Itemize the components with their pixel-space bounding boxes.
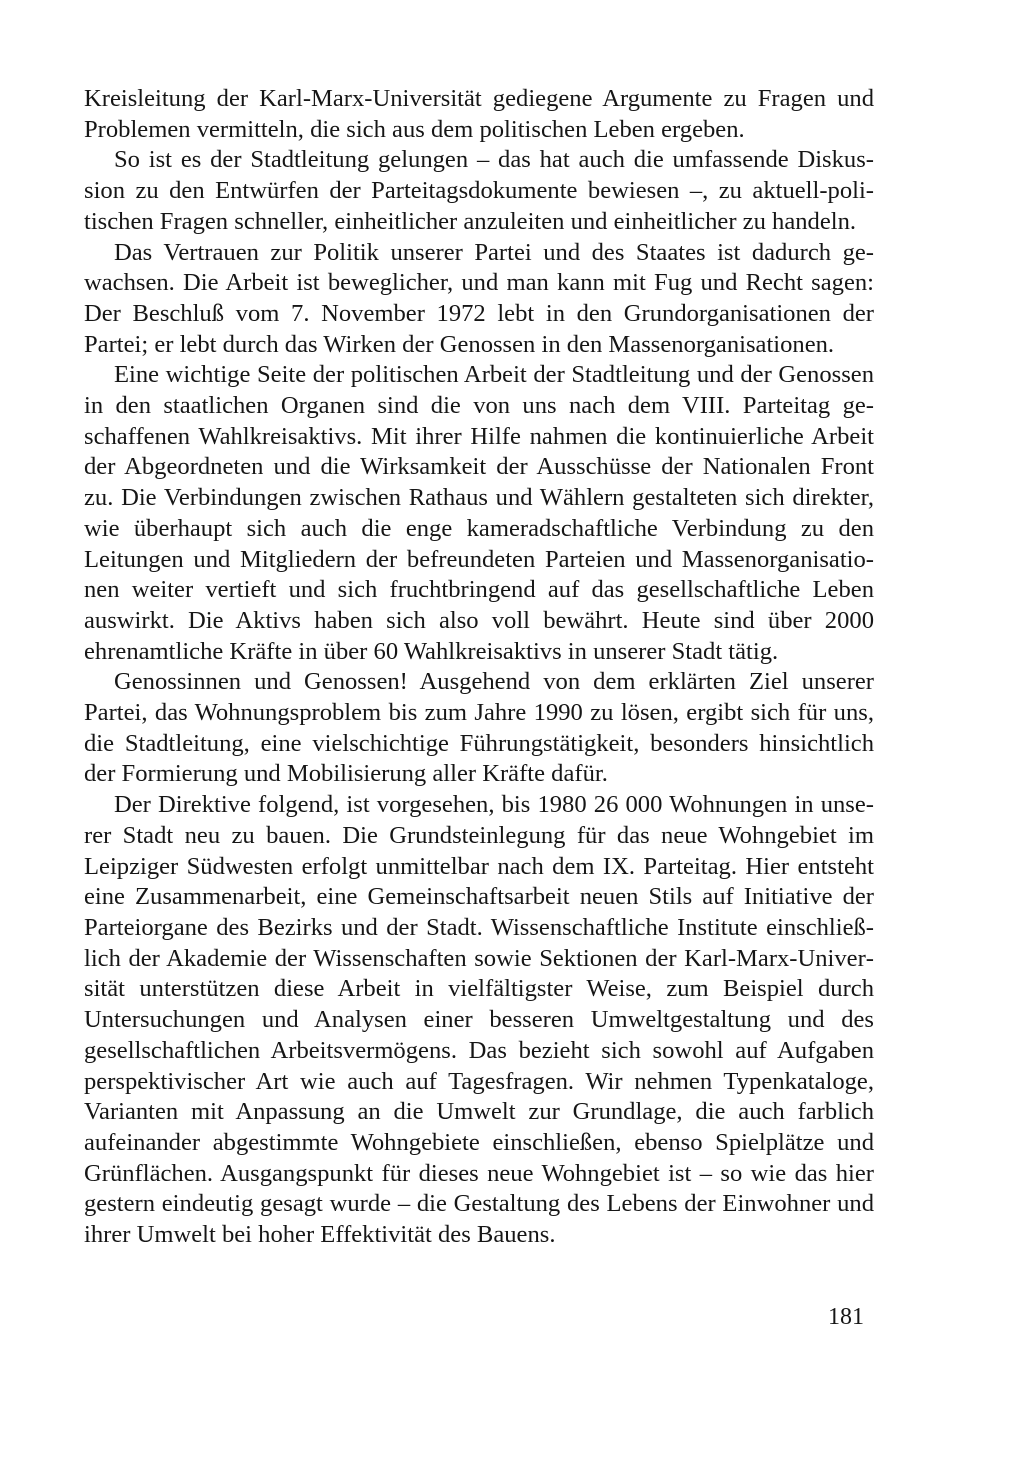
paragraph-wahlkreisaktivs: Eine wichtige Seite der politischen Arbeit der Stadtleitung und der Genossen in den staatlichen Organen sind die von uns nach dem VIII. Parteitag geschaffenen Wahlkreisaktivs. Mit ihrer Hilfe nahmen die kontinuierliche Arbeit der Abgeordneten und die Wirksamkeit der Ausschüsse der Nationalen Front zu. Die Verbindungen zwischen Rathaus und Wählern gestalteten sich direkter, wie überhaupt sich auch die enge kameradschaftliche Verbindung zu den Leitungen und Mitgliedern der befreundeten Parteien und Massenorganisationen weiter vertieft und sich fruchtbringend auf das gesellschaftliche Leben auswirkt. Die Aktivs haben sich also voll bewährt. Heute sind über 2000 ehrenamtliche Kräfte in über 60 Wahlkreisaktivs in unserer Stadt tätig. bbox=[84, 361, 874, 665]
paragraph-wohnungsproblem: Genossinnen und Genossen! Ausgehend von dem erklärten Ziel unserer Partei, das Wohnungsproblem bis zum Jahre 1990 zu lösen, ergibt sich für uns, die Stadtleitung, eine vielschichtige Führungstätigkeit, besonders hinsichtlich der Formierung und Mobilisierung aller Kräfte dafür. bbox=[84, 668, 874, 788]
paragraph-direktive: Der Direktive folgend, ist vorgesehen, bis 1980 26 000 Wohnungen in unserer Stadt neu zu bauen. Die Grundsteinlegung für das neue Wohngebiet im Leipziger Südwesten erfolgt unmittelbar nach dem IX. Parteitag. Hier entsteht eine Zusammenarbeit, eine Gemeinschaftsarbeit neuen Stils auf Initiative der Parteiorgane des Bezirks und der Stadt. Wissenschaftliche Institute einschließlich der Akademie der Wissenschaften sowie Sektionen der Karl-Marx-Universität unterstützen diese Arbeit in vielfältigster Weise, zum Beispiel durch Untersuchungen und Analysen einer besseren Umweltgestaltung und des gesellschaftlichen Arbeitsvermögens. Das bezieht sich sowohl auf Aufgaben perspektivischer Art wie auch auf Tagesfragen. Wir nehmen Typenkataloge, Varianten mit Anpassung an die Umwelt zur Grundlage, die auch farblich aufeinander abgestimmte Wohngebiete einschließen, ebenso Spielplätze und Grünflächen. Ausgangspunkt für dieses neue Wohngebiet ist – so wie das hier gestern eindeutig gesagt wurde – die Gestaltung des Lebens der Einwohner und ihrer Umwelt bei hoher Effektivität des Bauens. bbox=[84, 791, 874, 1249]
paragraph-vertrauen: Das Vertrauen zur Politik unserer Partei und des Staates ist dadurch gewachsen. Die Arbeit ist beweglicher, und man kann mit Fug und Recht sagen: Der Beschluß vom 7. November 1972 lebt in den Grundorganisationen der Partei; er lebt durch das Wirken der Genossen in den Massenorganisationen. bbox=[84, 238, 874, 358]
paragraph-continuation: Kreisleitung der Karl-Marx-Universität gediegene Argumente zu Fragen und Problemen vermitteln, die sich aus dem politischen Leben ergeben. bbox=[84, 85, 874, 143]
paragraph-stadtleitung: So ist es der Stadtleitung gelungen – das hat auch die umfassende Diskussion zu den Entwürfen der Parteitagsdokumente bewiesen –, zu aktuell-politischen Fragen schneller, einheitlicher anzuleiten und einheitlicher zu handeln. bbox=[84, 146, 874, 235]
page-number: 181 bbox=[828, 1304, 864, 1330]
page-body bbox=[84, 84, 874, 1251]
